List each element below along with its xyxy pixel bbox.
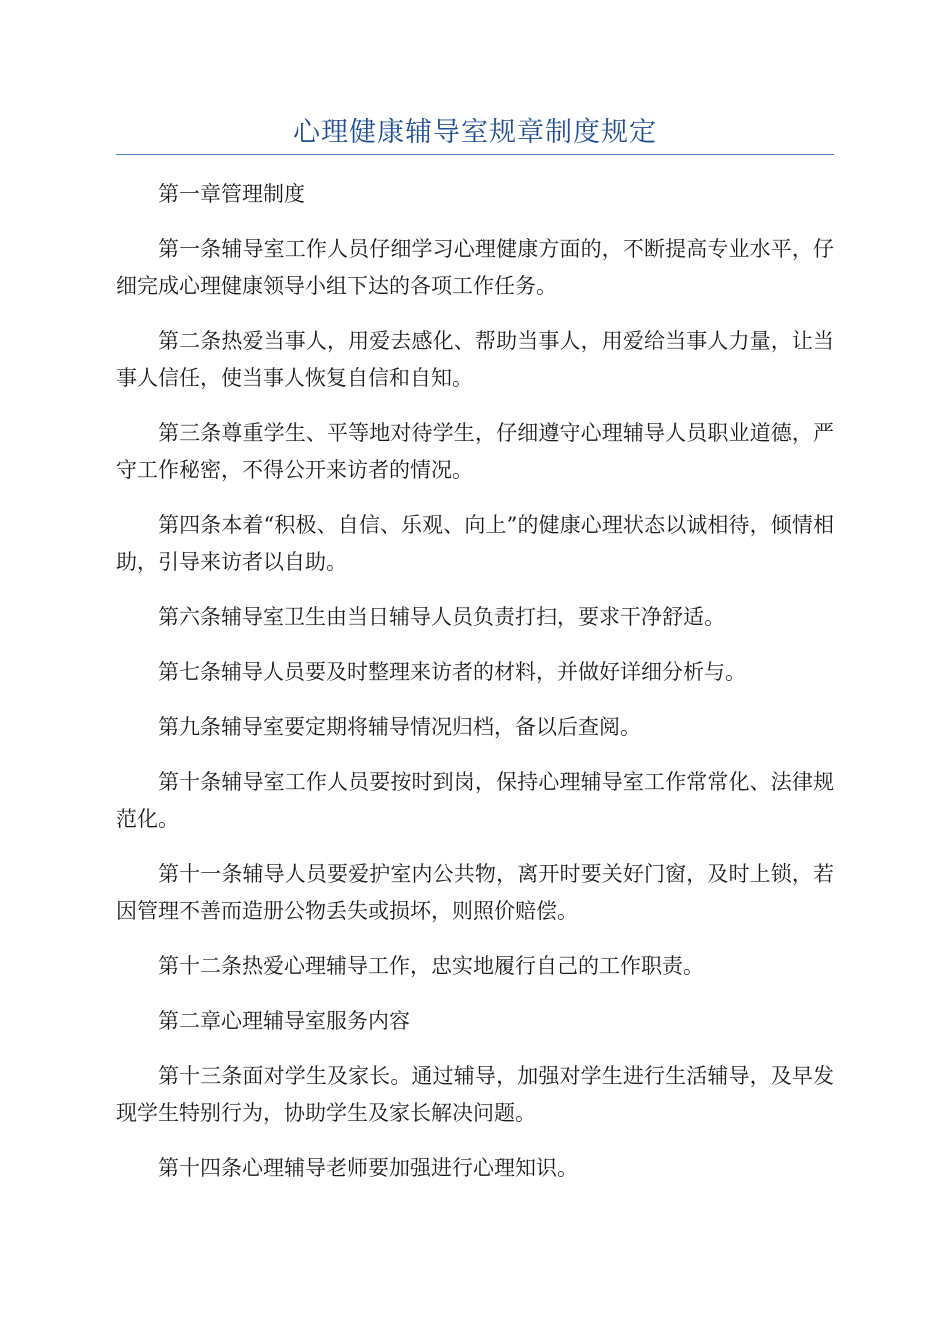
article-paragraph: 第七条辅导人员要及时整理来访者的材料，并做好详细分析与。 bbox=[158, 660, 746, 684]
article-paragraph: 第十二条热爱心理辅导工作，忠实地履行自己的工作职责。 bbox=[158, 954, 704, 978]
article-paragraph: 第四条本着“积极、自信、乐观、向上”的健康心理状态以诚相待，倾情相助，引导来访者以自助。 bbox=[116, 513, 834, 574]
article-paragraph: 第三条尊重学生、平等地对待学生，仔细遵守心理辅导人员职业道德，严守工作秘密，不得公开来访者的情况。 bbox=[116, 421, 834, 482]
article-paragraph: 第一条辅导室工作人员仔细学习心理健康方面的，不断提高专业水平，仔细完成心理健康领导小组下达的各项工作任务。 bbox=[116, 237, 834, 298]
article-paragraph: 第十三条面对学生及家长。通过辅导，加强对学生进行生活辅导，及早发现学生特别行为，协助学生及家长解决问题。 bbox=[116, 1064, 834, 1125]
article-paragraph: 第十条辅导室工作人员要按时到岗，保持心理辅导室工作常常化、法律规范化。 bbox=[116, 770, 834, 831]
title-underline bbox=[116, 154, 834, 155]
article-paragraph: 第二条热爱当事人，用爱去感化、帮助当事人，用爱给当事人力量，让当事人信任，使当事人恢复自信和自知。 bbox=[116, 329, 834, 390]
chapter-heading: 第一章管理制度 bbox=[158, 182, 305, 206]
article-paragraph: 第十一条辅导人员要爱护室内公共物，离开时要关好门窗，及时上锁，若因管理不善而造册公物丢失或损坏，则照价赔偿。 bbox=[116, 862, 834, 923]
article-paragraph: 第十四条心理辅导老师要加强进行心理知识。 bbox=[158, 1156, 578, 1180]
article-paragraph: 第九条辅导室要定期将辅导情况归档，备以后查阅。 bbox=[158, 715, 641, 739]
document-title: 心理健康辅导室规章制度规定 bbox=[293, 117, 657, 148]
document-body bbox=[116, 176, 834, 1205]
article-paragraph: 第六条辅导室卫生由当日辅导人员负责打扫，要求干净舒适。 bbox=[158, 605, 725, 629]
chapter-heading: 第二章心理辅导室服务内容 bbox=[158, 1009, 410, 1033]
